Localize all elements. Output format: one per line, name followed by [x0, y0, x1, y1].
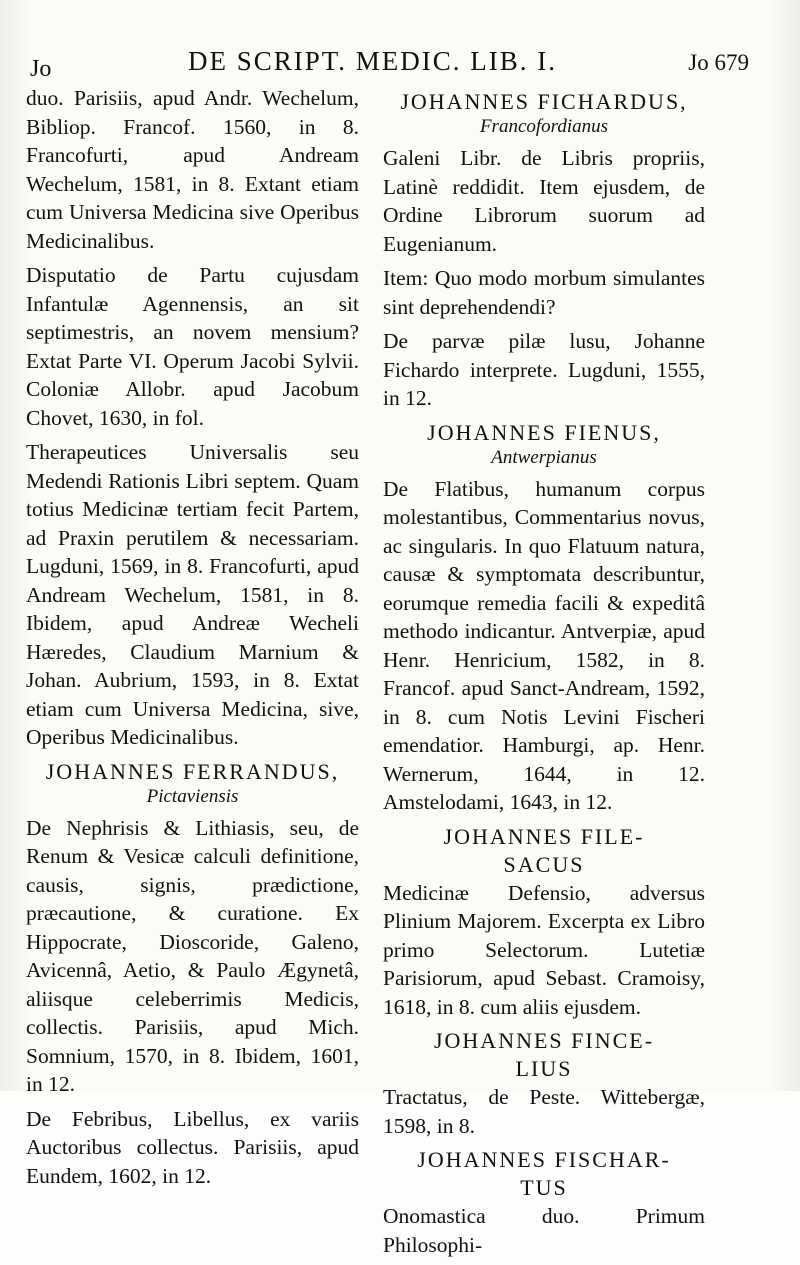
author-heading: JOHANNES FERRANDUS, — [45, 758, 340, 784]
entry-paragraph: Item: Quo modo morbum simulantes sint deprehendendi? — [383, 266, 705, 319]
left-column — [26, 84, 359, 1196]
entry-paragraph: Disputatio de Partu cujusdam Infantulæ Agennensis, an sit septimestris, an novem mensium? Extat Parte VI. Operum Jacobi Sylvii. Coloniæ Allobr. apud Jacobum Chovet, 1630, in fol. — [26, 263, 359, 430]
author-origin: Francofordianus — [479, 116, 609, 137]
author-heading: JOHANNES FIENUS, — [427, 419, 661, 445]
entry-paragraph: duo. Parisiis, apud Andr. Wechelum, Bibliop. Francof. 1560, in 8. Francofurti, apud Andream Wechelum, 1581, in 8. Extant etiam cum Universa Medicina sive Operibus Medicinalibus. — [26, 86, 359, 253]
running-head — [30, 44, 749, 84]
page-number: Jo 679 — [688, 50, 749, 75]
entry-paragraph: Galeni Libr. de Libris propriis, Latinè reddidit. Item ejusdem, de Ordine Librorum suorum ad Eugenianum. — [383, 146, 705, 256]
entry-paragraph: De parvæ pilæ lusu, Johanne Fichardo interprete. Lugduni, 1555, in 12. — [383, 329, 705, 410]
entry-paragraph: Medicinæ Defensio, adversus Plinium Majorem. Excerpta ex Libro primo Selectorum. Lutetiæ Parisiorum, apud Sebast. Cramoisy, 1618, in 8. cum aliis ejusdem. — [383, 880, 705, 1019]
author-heading: JOHANNES FICHARDUS, — [400, 89, 688, 114]
author-heading: JOHANNES FISCHAR- — [417, 1147, 671, 1172]
entry-paragraph: Therapeutices Universalis seu Medendi Rationis Libri septem. Quam totius Medicinæ tertiam fecit Partem, ad Praxin perutilem & necessariam. Lugduni, 1569, in 8. Francofurti, apud Andream Wechelum, 1581, in 8. Ibidem, apud Andreæ Wecheli Hæredes, Claudium Marnium & Johan. Aubrium, 1593, in 8. Extat etiam cum Universa Medicina, sive, Operibus Medicinalibus. — [26, 440, 359, 749]
author-heading-continued: LIUS — [515, 1056, 573, 1081]
right-column — [383, 84, 705, 1265]
entry-paragraph: Tractatus, de Peste. Wittebergæ, 1598, in 8. — [383, 1085, 705, 1138]
entry-paragraph: De Flatibus, humanum corpus molestantibus, Commentarius novus, ac singularis. In quo Flatuum natura, causæ & symptomata describuntur, eorumque remedia facili & expeditâ methodo indicantur. Antverpiæ, apud Henr. Henricium, 1582, in 8. Francof. apud Sanct-Andream, 1592, in 8. cum Notis Levini Fischeri emendatior. Hamburgi, ap. Henr. Wernerum, 1644, in 12. Amstelodami, 1643, in 12. — [383, 476, 705, 814]
author-heading: JOHANNES FINCE- — [433, 1028, 655, 1053]
entry-paragraph: De Nephrisis & Lithiasis, seu, de Renum & Vesicæ calculi definitione, causis, signis, prædictione, præcautione, & curatione. Ex Hippocrate, Dioscoride, Galeno, Avicennâ, Aetio, & Paulo Ægynetâ, aliisque celeberrimis Medicis, collectis. Parisiis, apud Mich. Somnium, 1570, in 8. Ibidem, 1601, in 12. — [26, 815, 359, 1096]
entry-paragraph: Onomastica duo. Primum Philosophi- — [383, 1204, 705, 1257]
running-head-title: DE SCRIPT. MEDIC. LIB. I. — [188, 46, 558, 76]
author-origin: Antwerpianus — [491, 446, 597, 468]
author-origin: Pictaviensis — [146, 785, 239, 807]
author-heading: JOHANNES FILE- — [443, 823, 645, 849]
author-heading-continued: TUS — [520, 1175, 568, 1200]
author-heading-continued: SACUS — [503, 851, 585, 877]
entry-paragraph: De Febribus, Libellus, ex variis Auctoribus collectus. Parisiis, apud Eundem, 1602, in 12. — [26, 1106, 359, 1188]
running-head-left: Jo — [30, 56, 52, 82]
